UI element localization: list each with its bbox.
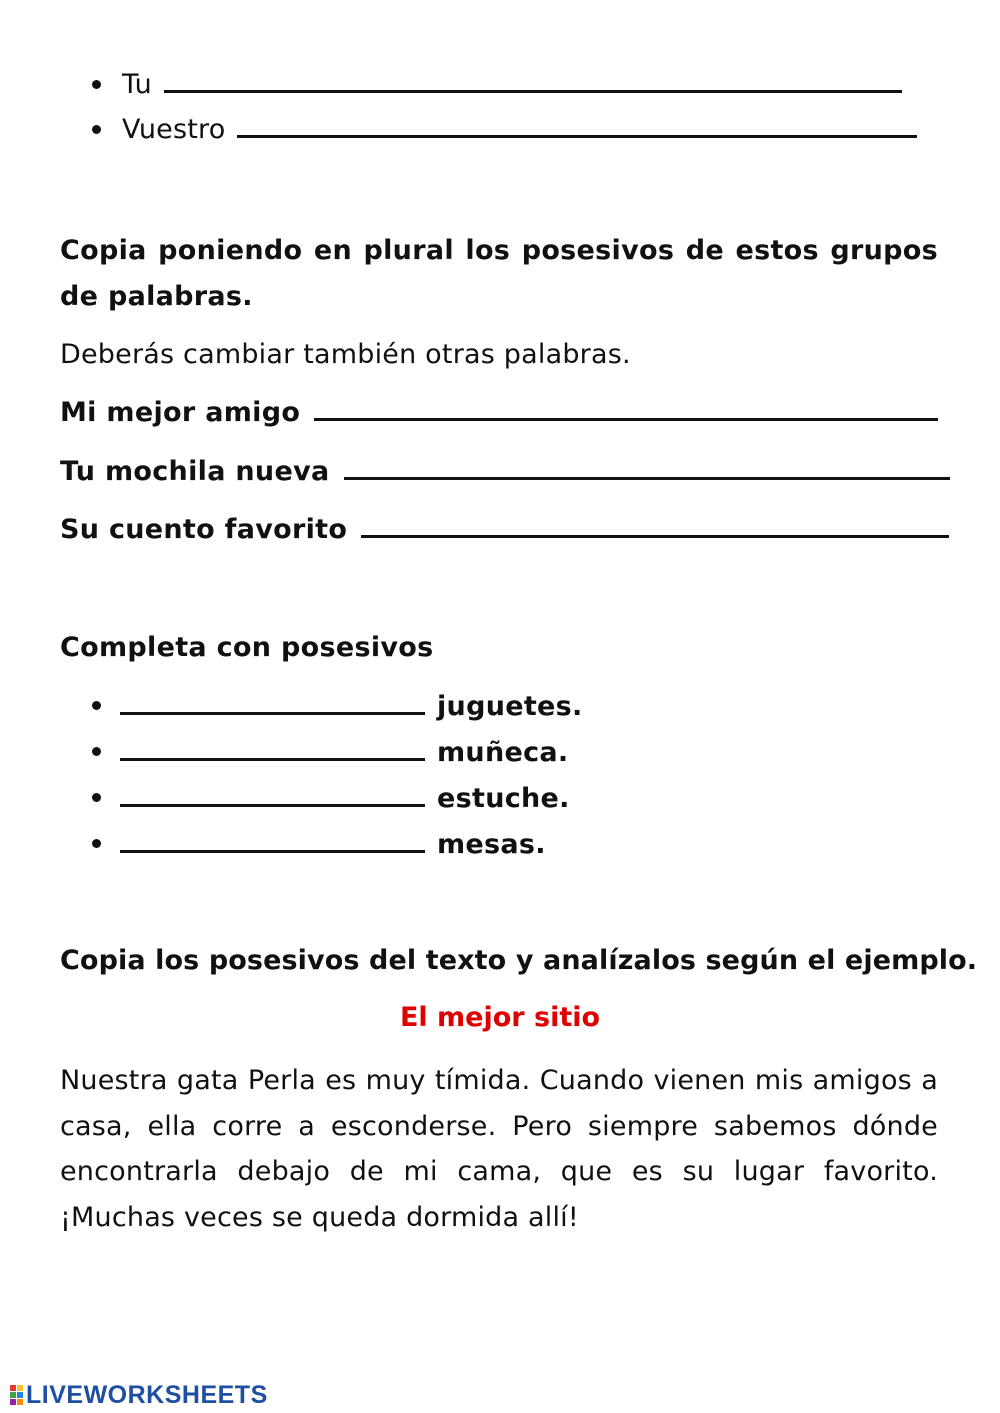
analyze-instruction: Copia los posesivos del texto y analízalos según el ejemplo. — [60, 945, 978, 976]
plural-instruction: Copia poniendo en plural los posesivos de estos grupos de palabras. — [60, 235, 938, 312]
complete-answer-blank[interactable] — [120, 804, 425, 807]
complete-item-word: juguetes. — [437, 691, 583, 722]
plural-item-label: Su cuento favorito — [60, 514, 348, 545]
logo-block — [17, 1392, 23, 1398]
bullet-icon — [92, 80, 101, 89]
logo-block — [17, 1399, 23, 1405]
complete-answer-blank[interactable] — [120, 712, 425, 715]
complete-answer-blank[interactable] — [120, 758, 425, 761]
bullet-icon — [92, 701, 101, 710]
possessive-item-vuestro — [122, 109, 917, 145]
complete-item-1 — [120, 686, 583, 722]
story-text: Nuestra gata Perla es muy tímida. Cuando vienen mis amigos a casa, ella corre a esconderse. Pero siempre sabemos dónde encontrarla debajo de mi cama, que es su lugar favorito. ¡Muchas veces se queda dormida allí! — [60, 1065, 938, 1233]
complete-item-4 — [120, 824, 546, 860]
plural-item-3 — [60, 509, 949, 545]
plural-item-1 — [60, 392, 938, 428]
plural-answer-blank[interactable] — [344, 477, 950, 480]
possessive-label: Tu — [122, 69, 152, 100]
logo-blocks-icon — [10, 1385, 23, 1405]
logo-block — [10, 1399, 16, 1405]
answer-blank-vuestro[interactable] — [237, 135, 917, 138]
bullet-icon — [92, 747, 101, 756]
logo-block — [10, 1385, 16, 1391]
possessive-item-tu — [122, 64, 902, 100]
plural-answer-blank[interactable] — [361, 535, 949, 538]
possessive-label: Vuestro — [122, 114, 226, 145]
complete-instruction: Completa con posesivos — [60, 632, 434, 663]
plural-item-label: Mi mejor amigo — [60, 397, 301, 428]
bullet-icon — [92, 839, 101, 848]
plural-item-2 — [60, 451, 950, 487]
complete-answer-blank[interactable] — [120, 850, 425, 853]
logo-block — [10, 1392, 16, 1398]
plural-answer-blank[interactable] — [314, 418, 938, 421]
complete-item-2 — [120, 732, 568, 768]
logo-block — [17, 1385, 23, 1391]
complete-item-3 — [120, 778, 570, 814]
complete-item-word: mesas. — [437, 829, 546, 860]
plural-item-label: Tu mochila nueva — [60, 456, 330, 487]
logo-text: LIVEWORKSHEETS — [26, 1380, 268, 1409]
complete-item-word: estuche. — [437, 783, 570, 814]
plural-note: Deberás cambiar también otras palabras. — [60, 339, 631, 370]
story-title: El mejor sitio — [399, 1002, 601, 1033]
bullet-icon — [92, 125, 101, 134]
liveworksheets-logo — [10, 1380, 268, 1410]
bullet-icon — [92, 793, 101, 802]
answer-blank-tu[interactable] — [164, 90, 902, 93]
complete-item-word: muñeca. — [437, 737, 569, 768]
